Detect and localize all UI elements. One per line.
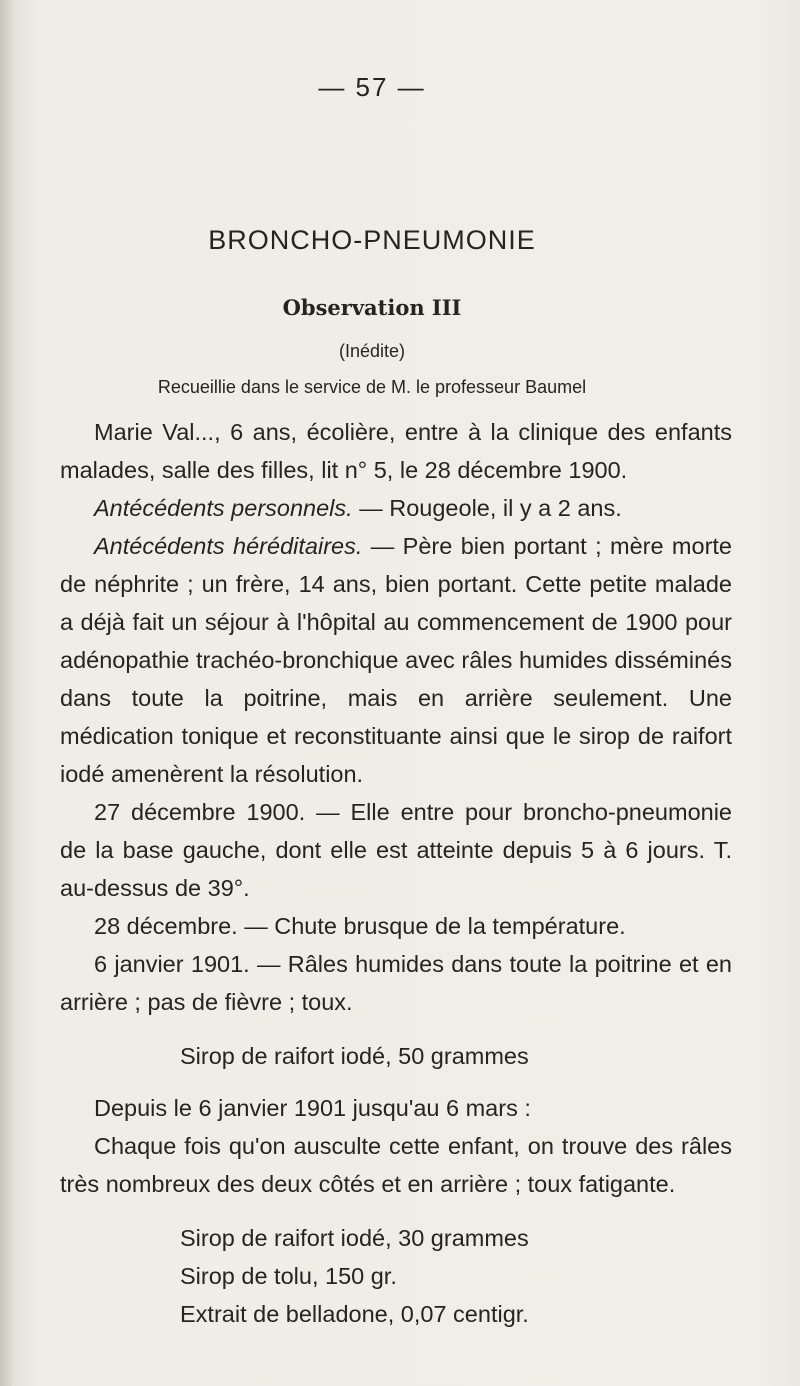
personal-history-label: Antécédents personnels. — [94, 495, 353, 521]
paragraph-dec-28: 28 décembre. — Chute brusque de la température. — [94, 913, 626, 939]
prescription-line: Sirop de raifort iodé, 30 grammes — [180, 1225, 529, 1251]
prescription-line: Extrait de belladone, 0,07 centigr. — [180, 1301, 529, 1327]
page-number: — 57 — — [318, 72, 426, 102]
paragraph-jan-6: 6 janvier 1901. — Râles humides dans toute la poitrine et en arrière ; pas de fièvre ; toux. — [60, 951, 732, 1015]
paragraph-period: Depuis le 6 janvier 1901 jusqu'au 6 mars : — [94, 1095, 531, 1121]
prescription-first: Sirop de raifort iodé, 50 grammes — [180, 1043, 529, 1069]
hereditary-history-text: — Père bien portant ; mère morte de néphrite ; un frère, 14 ans, bien portant. Cette petite malade a déjà fait un séjour à l'hôpital au commencement de 1900 pour adénopathie trachéo-bronchique avec râles humides disséminés dans toute la poitrine, mais en arrière seulement. Une médication tonique et reconstituante ainsi que le sirop de raifort iodé amenèrent la résolution. — [60, 533, 733, 787]
personal-history-text: — Rougeole, il y a 2 ans. — [352, 495, 622, 521]
paragraph-auscultation: Chaque fois qu'on ausculte cette enfant, on trouve des râles très nombreux des deux côtés et en arrière ; toux fatigante. — [60, 1133, 732, 1197]
paragraph-personal-history — [60, 489, 732, 527]
paragraph-hereditary-history — [60, 527, 732, 793]
observation-body — [60, 413, 732, 1333]
prescription-second — [60, 1219, 732, 1333]
observation-subtitle: (Inédite) — [338, 341, 406, 361]
page-spine-shadow — [0, 0, 12, 1386]
prescription-line: Sirop de tolu, 150 gr. — [180, 1263, 397, 1289]
hereditary-history-label: Antécédents héréditaires. — [94, 533, 363, 559]
observation-source: Recueillie dans le service de M. le professeur Baumel — [157, 377, 587, 397]
paragraph-dec-27: 27 décembre 1900. — Elle entre pour broncho-pneumonie de la base gauche, dont elle est atteinte depuis 5 à 6 jours. T. au-dessus de 39°. — [60, 799, 732, 901]
observation-title: Observation III — [282, 295, 462, 320]
paragraph-patient-admission: Marie Val..., 6 ans, écolière, entre à la clinique des enfants malades, salle des filles, lit n° 5, le 28 décembre 1900. — [60, 419, 732, 483]
chapter-title: BRONCHO-PNEUMONIE — [208, 225, 536, 255]
